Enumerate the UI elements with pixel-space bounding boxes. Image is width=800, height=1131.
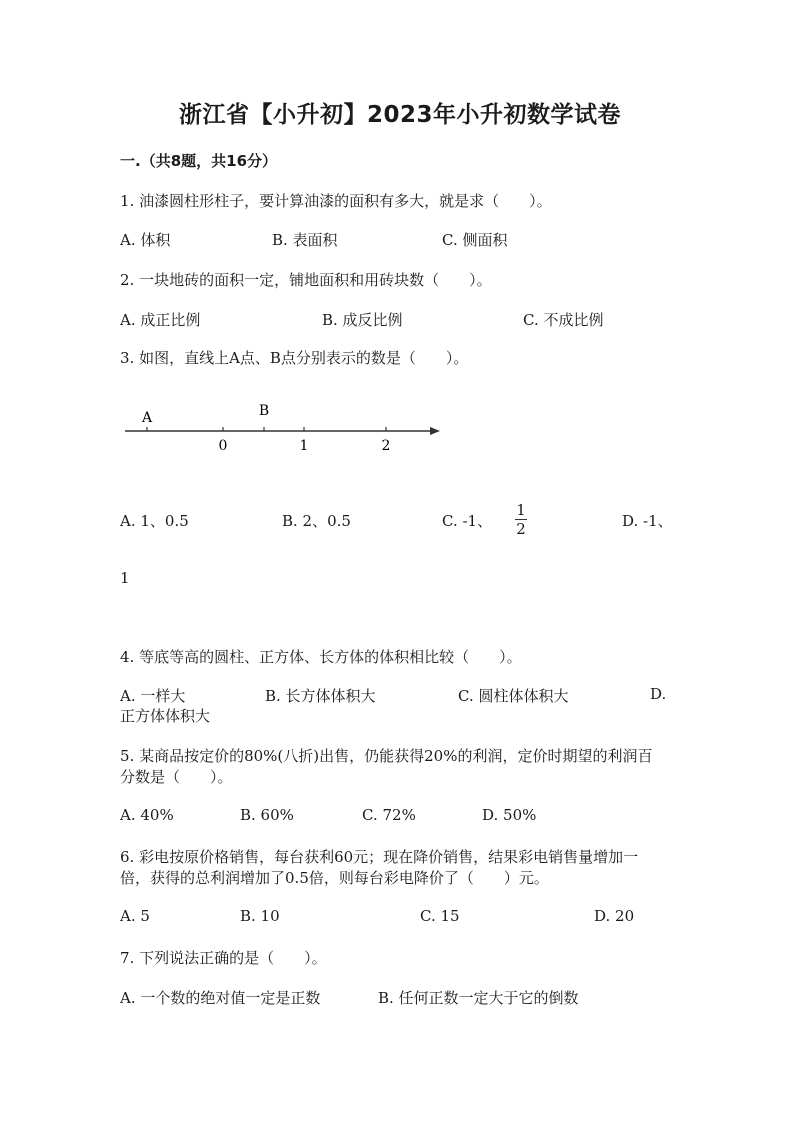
question-3-option-a: A. 1、0.5 xyxy=(120,512,189,530)
question-3-stem: 3. 如图，直线上A点、B点分别表示的数是（ ）。 xyxy=(120,349,469,367)
question-2-stem: 2. 一块地砖的面积一定，铺地面积和用砖块数（ ）。 xyxy=(120,271,492,289)
question-6-option-c: C. 15 xyxy=(420,907,460,925)
question-2-option-a: A. 成正比例 xyxy=(120,311,201,329)
question-1-option-a: A. 体积 xyxy=(120,231,171,249)
question-6-stem-line-1: 6. 彩电按原价格销售，每台获利60元；现在降价销售，结果彩电销售量增加一 xyxy=(120,848,639,866)
question-6-stem-line-2: 倍，获得的总利润增加了0.5倍，则每台彩电降价了（ ）元。 xyxy=(120,869,549,887)
number-line-figure xyxy=(120,398,450,456)
tick-label-2: 2 xyxy=(381,438,391,454)
question-7-option-a: A. 一个数的绝对值一定是正数 xyxy=(120,989,321,1007)
question-1-stem: 1. 油漆圆柱形柱子，要计算油漆的面积有多大，就是求（ ）。 xyxy=(120,192,552,210)
question-4-stem: 4. 等底等高的圆柱、正方体、长方体的体积相比较（ ）。 xyxy=(120,648,522,666)
question-3-option-c: C. -1、 xyxy=(442,512,493,530)
question-3-option-d-continuation: 1 xyxy=(120,569,130,587)
question-4-option-d: D. xyxy=(650,685,667,703)
tick-label-1: 1 xyxy=(299,438,309,454)
question-3-option-c-fraction xyxy=(513,502,529,537)
question-6-option-a: A. 5 xyxy=(120,907,150,925)
question-4-option-c: C. 圆柱体体积大 xyxy=(458,687,569,705)
point-label-a: A xyxy=(141,410,153,426)
question-5-stem-line-1: 5. 某商品按定价的80%(八折)出售，仍能获得20%的利润，定价时期望的利润百 xyxy=(120,747,653,765)
question-4-option-b: B. 长方体体积大 xyxy=(265,687,376,705)
question-1-option-b: B. 表面积 xyxy=(272,231,338,249)
question-6-option-d: D. 20 xyxy=(594,907,635,925)
question-6-option-b: B. 10 xyxy=(240,907,280,925)
question-4-option-d-continuation: 正方体体积大 xyxy=(120,707,211,725)
section-heading: 一.（共8题，共16分） xyxy=(120,152,278,170)
question-7-option-b: B. 任何正数一定大于它的倒数 xyxy=(378,989,579,1007)
question-5-option-c: C. 72% xyxy=(362,806,416,824)
question-2-option-c: C. 不成比例 xyxy=(523,311,604,329)
fraction-denominator: 2 xyxy=(516,520,526,538)
page-title: 浙江省【小升初】2023年小升初数学试卷 xyxy=(178,102,621,128)
question-7-stem: 7. 下列说法正确的是（ ）。 xyxy=(120,949,327,967)
question-1-option-c: C. 侧面积 xyxy=(442,231,508,249)
question-2-option-b: B. 成反比例 xyxy=(322,311,403,329)
question-4-option-a: A. 一样大 xyxy=(120,687,186,705)
fraction-numerator: 1 xyxy=(516,501,526,519)
question-5-stem-line-2: 分数是（ ）。 xyxy=(120,768,233,786)
question-3-option-d: D. -1、 xyxy=(622,512,673,530)
point-label-b: B xyxy=(258,403,270,419)
question-5-option-d: D. 50% xyxy=(482,806,537,824)
question-5-option-a: A. 40% xyxy=(120,806,174,824)
question-3-option-b: B. 2、0.5 xyxy=(282,512,351,530)
tick-label-0: 0 xyxy=(218,438,228,454)
question-5-option-b: B. 60% xyxy=(240,806,294,824)
